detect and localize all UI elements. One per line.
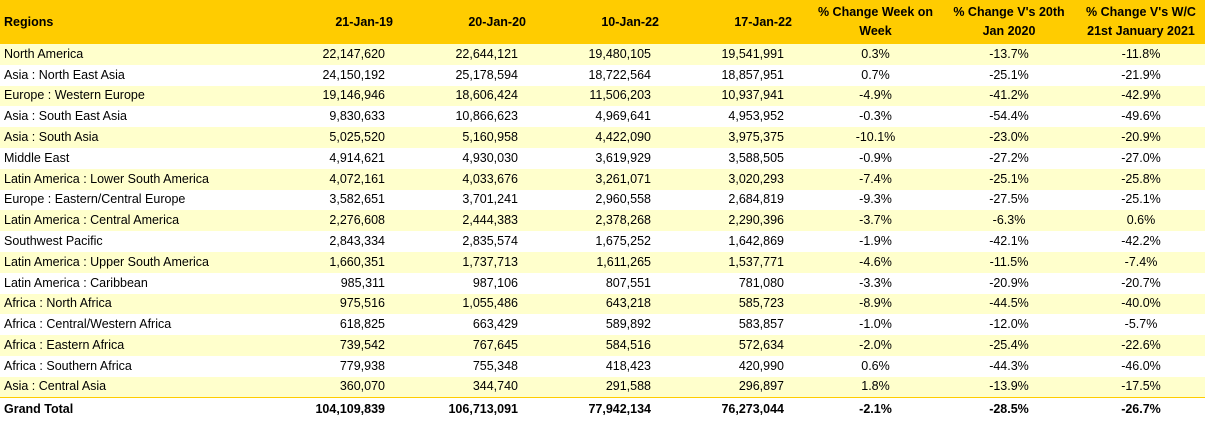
value-10-jan-22: 418,423 <box>544 356 677 377</box>
region-cell: North America <box>0 44 279 65</box>
value-10-jan-22: 2,378,268 <box>544 210 677 231</box>
change-vs-jan-2020: -25.1% <box>941 169 1077 190</box>
value-10-jan-22: 1,611,265 <box>544 252 677 273</box>
table-row <box>0 127 1205 148</box>
change-week-on-week: -3.3% <box>810 273 941 294</box>
value-17-jan-22: 1,537,771 <box>677 252 810 273</box>
change-vs-jan-2020: -42.1% <box>941 231 1077 252</box>
change-vs-jan-2021: -21.9% <box>1077 65 1205 86</box>
value-20-jan-20: 25,178,594 <box>411 65 544 86</box>
change-vs-jan-2020: -44.5% <box>941 294 1077 315</box>
value-17-jan-22: 3,588,505 <box>677 148 810 169</box>
region-cell: Africa : Southern Africa <box>0 356 279 377</box>
change-vs-jan-2021: -49.6% <box>1077 106 1205 127</box>
value-21-jan-19: 5,025,520 <box>279 127 411 148</box>
change-vs-jan-2020: -12.0% <box>941 314 1077 335</box>
header-20-jan-20: 20-Jan-20 <box>411 0 544 44</box>
value-21-jan-19: 1,660,351 <box>279 252 411 273</box>
change-vs-jan-2021: -42.2% <box>1077 231 1205 252</box>
change-week-on-week: -9.3% <box>810 190 941 211</box>
table-row <box>0 86 1205 107</box>
value-17-jan-22: 3,020,293 <box>677 169 810 190</box>
value-21-jan-19: 4,914,621 <box>279 148 411 169</box>
value-20-jan-20: 663,429 <box>411 314 544 335</box>
region-cell: Asia : North East Asia <box>0 65 279 86</box>
value-20-jan-20: 1,055,486 <box>411 294 544 315</box>
value-17-jan-22: 4,953,952 <box>677 106 810 127</box>
value-10-jan-22: 584,516 <box>544 335 677 356</box>
table-row <box>0 106 1205 127</box>
header-change-vs-jan-2020: % Change V's 20th Jan 2020 <box>941 0 1077 44</box>
change-vs-jan-2020: -20.9% <box>941 273 1077 294</box>
value-21-jan-19: 975,516 <box>279 294 411 315</box>
table-row <box>0 335 1205 356</box>
table-row <box>0 231 1205 252</box>
value-21-jan-19: 779,938 <box>279 356 411 377</box>
value-10-jan-22: 807,551 <box>544 273 677 294</box>
value-21-jan-19: 618,825 <box>279 314 411 335</box>
change-week-on-week: 1.8% <box>810 377 941 398</box>
header-regions: Regions <box>0 0 279 44</box>
value-17-jan-22: 19,541,991 <box>677 44 810 65</box>
value-21-jan-19: 2,843,334 <box>279 231 411 252</box>
change-week-on-week: 0.6% <box>810 356 941 377</box>
change-vs-jan-2020: -27.2% <box>941 148 1077 169</box>
change-week-on-week: 0.7% <box>810 65 941 86</box>
value-20-jan-20: 5,160,958 <box>411 127 544 148</box>
change-week-on-week: -1.9% <box>810 231 941 252</box>
grand-total-change-week: -2.1% <box>810 398 941 420</box>
value-21-jan-19: 4,072,161 <box>279 169 411 190</box>
grand-total-change-2020: -28.5% <box>941 398 1077 420</box>
table-row <box>0 44 1205 65</box>
region-cell: Latin America : Upper South America <box>0 252 279 273</box>
change-vs-jan-2020: -27.5% <box>941 190 1077 211</box>
table-row <box>0 252 1205 273</box>
value-20-jan-20: 987,106 <box>411 273 544 294</box>
value-17-jan-22: 585,723 <box>677 294 810 315</box>
value-10-jan-22: 2,960,558 <box>544 190 677 211</box>
value-17-jan-22: 1,642,869 <box>677 231 810 252</box>
grand-total-21-jan-19: 104,109,839 <box>279 398 411 420</box>
change-vs-jan-2020: -6.3% <box>941 210 1077 231</box>
change-vs-jan-2021: -40.0% <box>1077 294 1205 315</box>
region-cell: Middle East <box>0 148 279 169</box>
value-10-jan-22: 643,218 <box>544 294 677 315</box>
table-row <box>0 314 1205 335</box>
table-body <box>0 44 1205 398</box>
region-cell: Africa : North Africa <box>0 294 279 315</box>
change-week-on-week: -10.1% <box>810 127 941 148</box>
value-17-jan-22: 572,634 <box>677 335 810 356</box>
value-17-jan-22: 3,975,375 <box>677 127 810 148</box>
value-20-jan-20: 1,737,713 <box>411 252 544 273</box>
change-vs-jan-2021: -42.9% <box>1077 86 1205 107</box>
table-row <box>0 356 1205 377</box>
value-17-jan-22: 296,897 <box>677 377 810 398</box>
change-vs-jan-2020: -25.4% <box>941 335 1077 356</box>
value-20-jan-20: 22,644,121 <box>411 44 544 65</box>
grand-total-label: Grand Total <box>0 398 279 420</box>
value-21-jan-19: 985,311 <box>279 273 411 294</box>
change-vs-jan-2020: -13.9% <box>941 377 1077 398</box>
header-change-week-on-week: % Change Week on Week <box>810 0 941 44</box>
change-vs-jan-2020: -41.2% <box>941 86 1077 107</box>
change-vs-jan-2021: -20.9% <box>1077 127 1205 148</box>
change-week-on-week: -0.9% <box>810 148 941 169</box>
value-10-jan-22: 11,506,203 <box>544 86 677 107</box>
value-21-jan-19: 22,147,620 <box>279 44 411 65</box>
change-vs-jan-2021: 0.6% <box>1077 210 1205 231</box>
value-20-jan-20: 767,645 <box>411 335 544 356</box>
region-cell: Europe : Western Europe <box>0 86 279 107</box>
change-vs-jan-2020: -23.0% <box>941 127 1077 148</box>
change-vs-jan-2021: -5.7% <box>1077 314 1205 335</box>
region-cell: Asia : South East Asia <box>0 106 279 127</box>
value-21-jan-19: 24,150,192 <box>279 65 411 86</box>
grand-total-row <box>0 398 1205 420</box>
table-row <box>0 294 1205 315</box>
table-row <box>0 190 1205 211</box>
grand-total-20-jan-20: 106,713,091 <box>411 398 544 420</box>
region-cell: Southwest Pacific <box>0 231 279 252</box>
header-row <box>0 0 1205 44</box>
value-21-jan-19: 2,276,608 <box>279 210 411 231</box>
value-20-jan-20: 2,835,574 <box>411 231 544 252</box>
value-17-jan-22: 2,684,819 <box>677 190 810 211</box>
change-vs-jan-2020: -13.7% <box>941 44 1077 65</box>
change-vs-jan-2021: -22.6% <box>1077 335 1205 356</box>
value-21-jan-19: 360,070 <box>279 377 411 398</box>
value-21-jan-19: 739,542 <box>279 335 411 356</box>
change-week-on-week: -4.6% <box>810 252 941 273</box>
change-vs-jan-2021: -25.8% <box>1077 169 1205 190</box>
value-20-jan-20: 4,033,676 <box>411 169 544 190</box>
change-vs-jan-2021: -7.4% <box>1077 252 1205 273</box>
value-10-jan-22: 19,480,105 <box>544 44 677 65</box>
region-cell: Europe : Eastern/Central Europe <box>0 190 279 211</box>
change-week-on-week: -1.0% <box>810 314 941 335</box>
change-week-on-week: -2.0% <box>810 335 941 356</box>
region-cell: Africa : Eastern Africa <box>0 335 279 356</box>
grand-total-17-jan-22: 76,273,044 <box>677 398 810 420</box>
value-20-jan-20: 4,930,030 <box>411 148 544 169</box>
value-20-jan-20: 18,606,424 <box>411 86 544 107</box>
value-10-jan-22: 1,675,252 <box>544 231 677 252</box>
value-10-jan-22: 4,969,641 <box>544 106 677 127</box>
table-row <box>0 169 1205 190</box>
value-21-jan-19: 19,146,946 <box>279 86 411 107</box>
table-row <box>0 65 1205 86</box>
region-cell: Latin America : Caribbean <box>0 273 279 294</box>
value-10-jan-22: 3,261,071 <box>544 169 677 190</box>
change-vs-jan-2021: -11.8% <box>1077 44 1205 65</box>
header-17-jan-22: 17-Jan-22 <box>677 0 810 44</box>
change-vs-jan-2020: -11.5% <box>941 252 1077 273</box>
change-week-on-week: -4.9% <box>810 86 941 107</box>
change-vs-jan-2021: -20.7% <box>1077 273 1205 294</box>
table-row <box>0 148 1205 169</box>
value-17-jan-22: 420,990 <box>677 356 810 377</box>
region-cell: Latin America : Central America <box>0 210 279 231</box>
value-20-jan-20: 10,866,623 <box>411 106 544 127</box>
value-17-jan-22: 18,857,951 <box>677 65 810 86</box>
value-17-jan-22: 781,080 <box>677 273 810 294</box>
change-week-on-week: -0.3% <box>810 106 941 127</box>
region-cell: Africa : Central/Western Africa <box>0 314 279 335</box>
header-21-jan-19: 21-Jan-19 <box>279 0 411 44</box>
value-20-jan-20: 755,348 <box>411 356 544 377</box>
change-vs-jan-2021: -46.0% <box>1077 356 1205 377</box>
value-20-jan-20: 3,701,241 <box>411 190 544 211</box>
value-17-jan-22: 10,937,941 <box>677 86 810 107</box>
region-cell: Asia : South Asia <box>0 127 279 148</box>
value-21-jan-19: 9,830,633 <box>279 106 411 127</box>
value-17-jan-22: 2,290,396 <box>677 210 810 231</box>
change-vs-jan-2021: -25.1% <box>1077 190 1205 211</box>
change-vs-jan-2020: -25.1% <box>941 65 1077 86</box>
change-week-on-week: -3.7% <box>810 210 941 231</box>
header-10-jan-22: 10-Jan-22 <box>544 0 677 44</box>
table-row <box>0 273 1205 294</box>
change-vs-jan-2021: -17.5% <box>1077 377 1205 398</box>
value-10-jan-22: 3,619,929 <box>544 148 677 169</box>
table-row <box>0 377 1205 398</box>
value-20-jan-20: 2,444,383 <box>411 210 544 231</box>
change-vs-jan-2020: -54.4% <box>941 106 1077 127</box>
value-10-jan-22: 4,422,090 <box>544 127 677 148</box>
change-vs-jan-2020: -44.3% <box>941 356 1077 377</box>
header-change-vs-jan-2021: % Change V's W/C 21st January 2021 <box>1077 0 1205 44</box>
region-cell: Asia : Central Asia <box>0 377 279 398</box>
value-10-jan-22: 18,722,564 <box>544 65 677 86</box>
change-week-on-week: -7.4% <box>810 169 941 190</box>
change-week-on-week: 0.3% <box>810 44 941 65</box>
region-cell: Latin America : Lower South America <box>0 169 279 190</box>
value-10-jan-22: 589,892 <box>544 314 677 335</box>
change-week-on-week: -8.9% <box>810 294 941 315</box>
grand-total-10-jan-22: 77,942,134 <box>544 398 677 420</box>
value-20-jan-20: 344,740 <box>411 377 544 398</box>
grand-total-change-2021: -26.7% <box>1077 398 1205 420</box>
value-17-jan-22: 583,857 <box>677 314 810 335</box>
table-row <box>0 210 1205 231</box>
value-21-jan-19: 3,582,651 <box>279 190 411 211</box>
value-10-jan-22: 291,588 <box>544 377 677 398</box>
change-vs-jan-2021: -27.0% <box>1077 148 1205 169</box>
